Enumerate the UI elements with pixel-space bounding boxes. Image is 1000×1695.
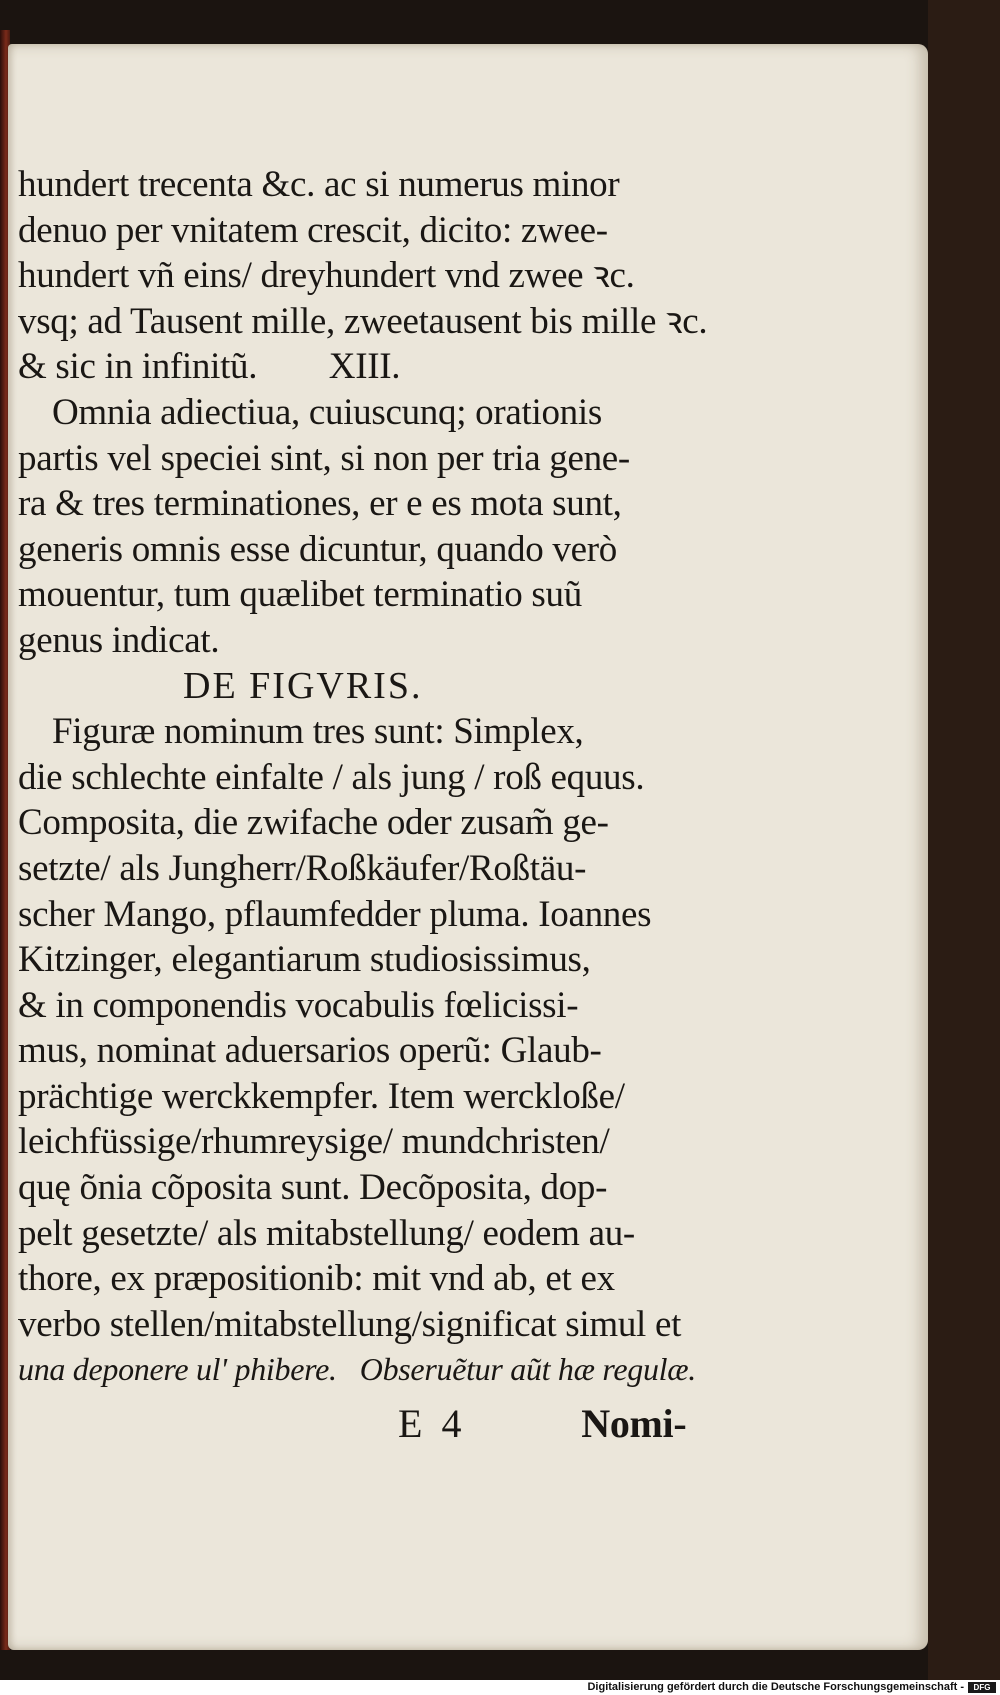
text-line: die schlechte einfalte / als jung / roß equus.	[18, 756, 645, 798]
page-text-block	[8, 162, 748, 1447]
text-line: hundert trecenta &c. ac si numerus minor	[18, 164, 620, 205]
dfg-logo: DFG	[968, 1682, 996, 1693]
text-line: pelt gesetzte/ als mitabstellung/ eodem au-	[18, 1212, 635, 1254]
catchword: Nomi-	[581, 1401, 687, 1447]
text-line: Omnia adiectiua, cuiuscunq; orationis	[52, 391, 602, 433]
text-line: scher Mango, pflaumfedder pluma. Ioannes	[18, 893, 652, 935]
book-cover-edge	[928, 0, 1000, 1695]
text-line: ra & tres terminationes, er e es mota sunt,	[18, 483, 622, 525]
digitization-credit-bar	[0, 1680, 1000, 1695]
text-line: vsq; ad Tausent mille, zweetausent bis mille ꝛc.	[18, 300, 708, 342]
text-line: hundert vñ eins/ dreyhundert vnd zwee ꝛc.	[18, 255, 635, 297]
text-line: genus indicat.	[18, 619, 220, 661]
text-line: Composita, die zwifache oder zusam̃ ge-	[18, 802, 609, 844]
text-line: & in componendis vocabulis fœlicissi-	[18, 984, 579, 1026]
text-line: thore, ex præpositionib: mit vnd ab, et ex	[18, 1258, 615, 1300]
text-line: setzte/ als Jungherr/Roßkäufer/Roßtäu-	[18, 847, 587, 889]
book-page	[8, 44, 928, 1650]
text-line: una deponere ul' phibere. Obseruẽtur aũt hæ regulæ.	[18, 1351, 696, 1388]
text-line: & sic in infinitũ. XIII.	[18, 346, 401, 388]
signature-mark: E 4	[398, 1401, 462, 1447]
text-line: mus, nominat aduersarios operũ: Glaub-	[18, 1030, 602, 1072]
page-footer-line	[8, 1401, 748, 1447]
text-line: verbo stellen/mitabstellung/significat simul et	[18, 1303, 682, 1345]
text-line: denuo per vnitatem crescit, dicito: zwee-	[18, 209, 608, 251]
text-line: quę õnia cõposita sunt. Decõposita, dop-	[18, 1167, 608, 1209]
credit-text: Digitalisierung gefördert durch die Deutsche Forschungsgemeinschaft -	[587, 1681, 964, 1693]
text-line: Kitzinger, elegantiarum studiosissimus,	[18, 939, 591, 981]
text-line: Figuræ nominum tres sunt: Simplex,	[52, 711, 584, 753]
text-line: generis omnis esse dicuntur, quando verò	[18, 528, 617, 570]
text-line: mouentur, tum quælibet terminatio suũ	[18, 574, 582, 616]
text-line: prächtige werckkempfer. Item werckloße/	[18, 1075, 625, 1117]
text-line: leichfüssige/rhumreysige/ mundchristen/	[18, 1121, 610, 1163]
text-line: partis vel speciei sint, si non per tria gene-	[18, 437, 630, 479]
section-heading: DE FIGVRIS.	[183, 664, 423, 707]
